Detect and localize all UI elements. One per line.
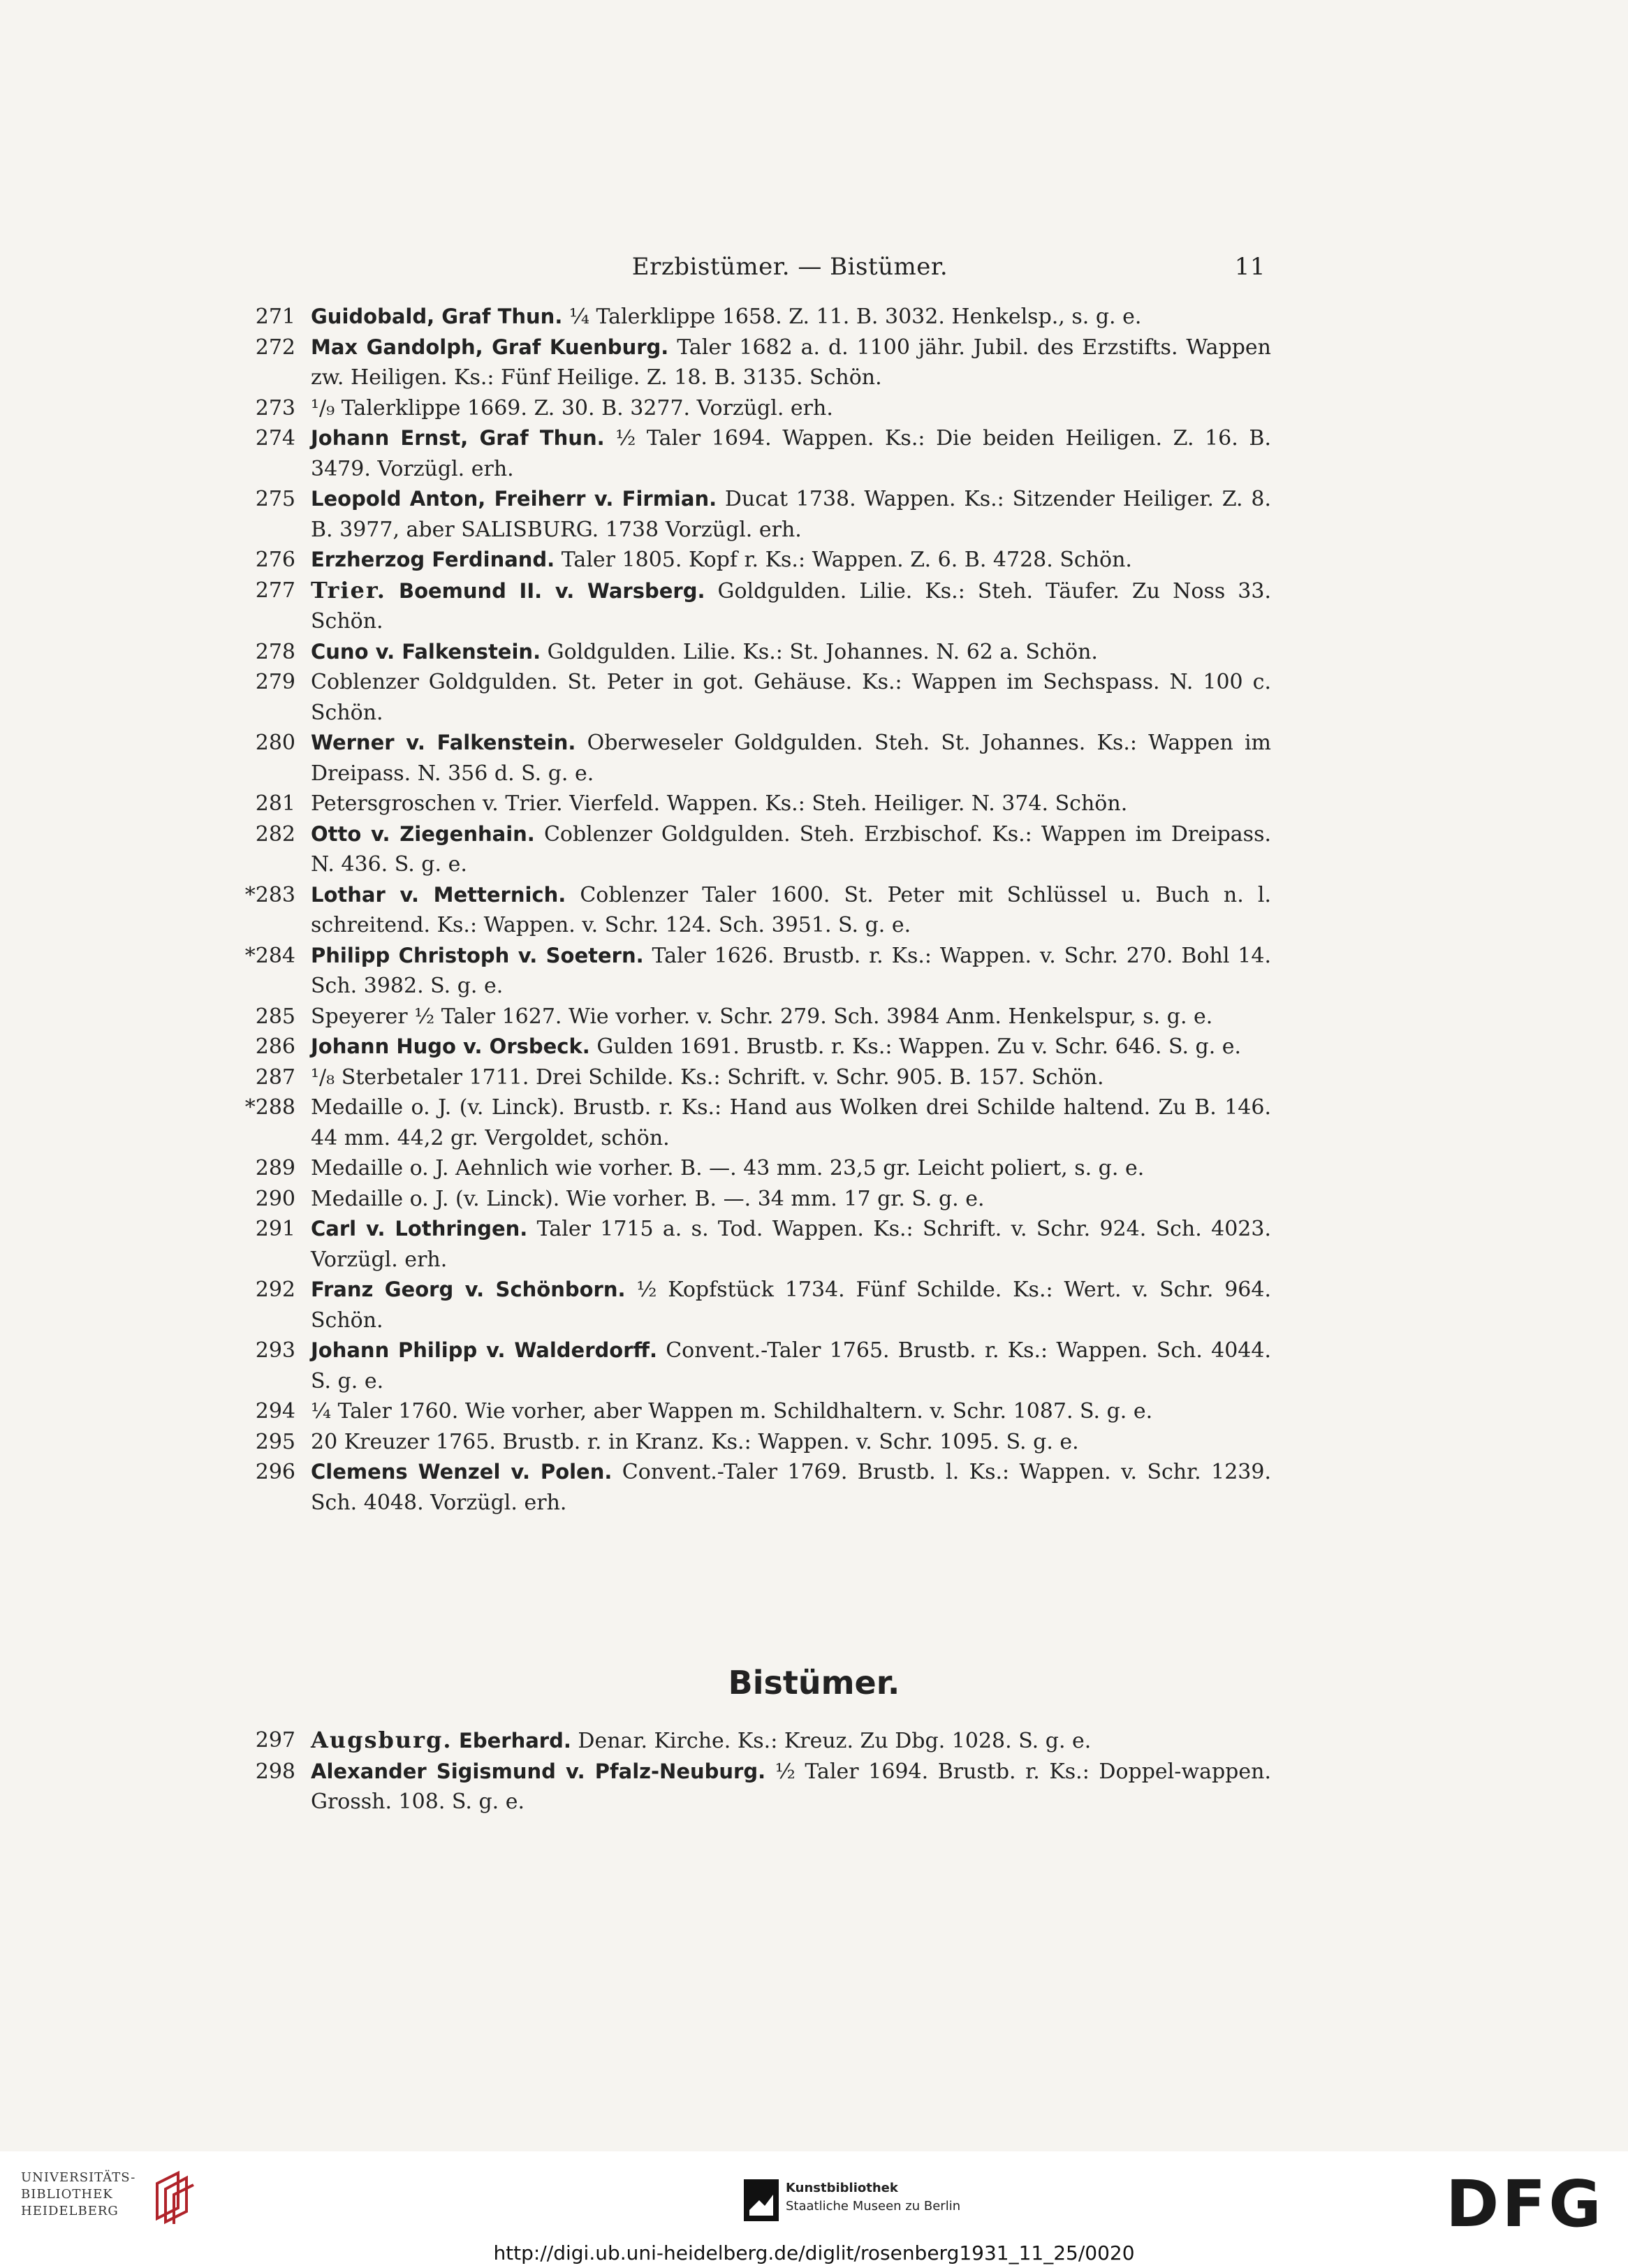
catalog-entry — [227, 1427, 1271, 1458]
lot-number: 293 — [255, 1338, 295, 1363]
catalog-entry — [227, 1184, 1271, 1215]
lot-number: 274 — [255, 426, 295, 451]
catalog-entry — [227, 941, 1271, 1002]
lot-text: Medaille o. J. Aehnlich wie vorher. B. —. 43 mm. 23,5 gr. Leicht poliert, s. g. e. — [311, 1156, 1145, 1180]
lot-ruler-name: Cuno v. Falkenstein. — [311, 639, 541, 664]
lot-ruler-name: Franz Georg v. Schönborn. — [311, 1278, 626, 1301]
catalog-entry — [227, 1275, 1271, 1336]
lot-number: *284 — [244, 943, 295, 968]
catalog-entry — [227, 1457, 1271, 1518]
lot-number: 290 — [255, 1186, 295, 1211]
lot-text: ½ Taler 1694. Wappen. Ks.: Die beiden Heiligen. Z. 16. B. 3479. Vorzügl. erh. — [311, 426, 1271, 481]
lot-description — [311, 1427, 1271, 1458]
lot-description — [311, 637, 1271, 668]
lot-number: 281 — [255, 791, 295, 816]
lot-description — [311, 1153, 1271, 1184]
lot-text: 20 Kreuzer 1765. Brustb. r. in Kranz. Ks.: Wappen. v. Schr. 1095. S. g. e. — [311, 1429, 1079, 1454]
lot-description — [311, 1396, 1271, 1427]
lot-ruler-name: Alexander Sigismund v. Pfalz-Neuburg. — [311, 1759, 766, 1783]
lot-text: Medaille o. J. (v. Linck). Wie vorher. B. —. 34 mm. 17 gr. S. g. e. — [311, 1186, 985, 1211]
lot-city: Augsburg. — [311, 1727, 453, 1753]
lot-ruler-name: Werner v. Falkenstein. — [311, 731, 576, 754]
permalink-url[interactable]: http://digi.ub.uni-heidelberg.de/diglit/rosenberg1931_11_25/0020 — [493, 2241, 1135, 2265]
catalog-entries — [227, 302, 1271, 1518]
catalog-entry — [227, 1214, 1271, 1275]
lot-text: Denar. Kirche. Ks.: Kreuz. Zu Dbg. 1028. S. g. e. — [571, 1729, 1092, 1753]
lot-text: Taler 1682 a. d. 1100 jähr. Jubil. des Erzstifts. Wappen zw. Heiligen. Ks.: Fünf Heilige. Z. 18. B. 3135. Schön. — [311, 335, 1271, 390]
lot-description — [311, 819, 1271, 880]
catalog-entry — [227, 1002, 1271, 1032]
lot-description — [311, 1092, 1271, 1153]
lot-description — [311, 1757, 1271, 1817]
lot-text: ¼ Taler 1760. Wie vorher, aber Wappen m. Schildhaltern. v. Schr. 1087. S. g. e. — [311, 1399, 1153, 1424]
lot-description — [311, 1184, 1271, 1215]
lot-number: 295 — [255, 1429, 295, 1454]
lot-description — [311, 1336, 1271, 1396]
page-number: 11 — [1234, 253, 1266, 281]
lot-number: 286 — [255, 1034, 295, 1059]
lot-ruler-name: Otto v. Ziegenhain. — [311, 821, 535, 846]
catalog-entry — [227, 1757, 1271, 1817]
lot-ruler-name: Max Gandolph, Graf Kuenburg. — [311, 335, 669, 359]
lot-text: Goldgulden. Lilie. Ks.: Steh. Täufer. Zu Noss 33. Schön. — [311, 578, 1271, 634]
lot-ruler-name: Lothar v. Metternich. — [311, 882, 566, 907]
lot-number: *288 — [244, 1095, 295, 1120]
lot-description — [311, 393, 1271, 424]
lot-description — [311, 941, 1271, 1002]
lot-text: Oberweseler Goldgulden. Steh. St. Johannes. Ks.: Wappen im Dreipass. N. 356 d. S. g. e. — [311, 731, 1272, 786]
catalog-entries-bistuemer — [227, 1725, 1271, 1817]
catalog-entry — [227, 667, 1271, 728]
kunstbibliothek-name: Kunstbibliothek — [786, 2181, 898, 2195]
catalog-entry — [227, 1725, 1271, 1757]
lot-description — [311, 667, 1271, 728]
running-title: Erzbistümer. — Bistümer. — [631, 253, 948, 281]
lot-text: Taler 1715 a. s. Tod. Wappen. Ks.: Schrift. v. Schr. 924. Sch. 4023. Vorzügl. erh. — [311, 1217, 1272, 1272]
footer-band — [0, 2151, 1628, 2239]
lot-text: Medaille o. J. (v. Linck). Brustb. r. Ks.: Hand aus Wolken drei Schilde haltend. Zu B. 146. 44 mm. 44,2 gr. Vergoldet, schön. — [311, 1095, 1271, 1150]
lot-number: 277 — [255, 578, 295, 603]
lot-ruler-name: Johann Philipp v. Walderdorff. — [311, 1338, 658, 1362]
lot-text: Taler 1805. Kopf r. Ks.: Wappen. Z. 6. B. 4728. Schön. — [555, 548, 1132, 572]
lot-ruler-name: Boemund II. v. Warsberg. — [398, 578, 705, 603]
catalog-entry — [227, 1062, 1271, 1093]
catalog-entry — [227, 484, 1271, 545]
lot-description — [311, 1032, 1271, 1062]
catalog-entry — [227, 1153, 1271, 1184]
catalog-entry — [227, 423, 1271, 484]
lot-number: 271 — [255, 305, 295, 329]
lot-ruler-name: Johann Hugo v. Orsbeck. — [311, 1034, 590, 1058]
running-head — [307, 253, 1273, 288]
catalog-entry — [227, 1396, 1271, 1427]
lot-ruler-name: Carl v. Lothringen. — [311, 1217, 528, 1241]
lot-number: 273 — [255, 395, 295, 420]
lot-ruler-name: Philipp Christoph v. Soetern. — [311, 943, 644, 967]
lot-number: 276 — [255, 548, 295, 572]
heidelberg-emblem-icon — [150, 2170, 199, 2225]
lot-text: ½ Taler 1694. Brustb. r. Ks.: Doppel-wappen. Grossh. 108. S. g. e. — [311, 1759, 1271, 1814]
lot-ruler-name: Eberhard. — [459, 1729, 571, 1753]
lot-ruler-name: Erzherzog Ferdinand. — [311, 548, 555, 571]
lot-text: Coblenzer Taler 1600. St. Peter mit Schlüssel u. Buch n. l. schreitend. Ks.: Wappen. v. Schr. 124. Sch. 3951. S. g. e. — [311, 882, 1271, 937]
lot-description — [311, 1062, 1271, 1093]
lot-number: 275 — [255, 487, 295, 511]
catalog-entry — [227, 302, 1271, 332]
lot-number: 297 — [255, 1728, 295, 1753]
lot-number: 278 — [255, 639, 295, 664]
lot-text: Ducat 1738. Wappen. Ks.: Sitzender Heiliger. Z. 8. B. 3977, aber SALISBURG. 1738 Vorzügl. erh. — [311, 487, 1271, 542]
kunstbibliothek-text — [786, 2179, 960, 2216]
lot-text: Goldgulden. Lilie. Ks.: St. Johannes. N. 62 a. Schön. — [541, 639, 1098, 664]
catalog-entry — [227, 819, 1271, 880]
kunstbibliothek-subtitle: Staatliche Museen zu Berlin — [786, 2199, 961, 2214]
catalog-entry — [227, 545, 1271, 576]
lot-ruler-name: Clemens Wenzel v. Polen. — [311, 1460, 613, 1484]
lot-number: 291 — [255, 1217, 295, 1241]
lot-text: ¹/₈ Sterbetaler 1711. Drei Schilde. Ks.: Schrift. v. Schr. 905. B. 157. Schön. — [311, 1065, 1104, 1090]
catalog-entry — [227, 1092, 1271, 1153]
catalog-entry — [227, 789, 1271, 819]
lot-text: Gulden 1691. Brustb. r. Ks.: Wappen. Zu v. Schr. 646. S. g. e. — [589, 1034, 1242, 1059]
catalog-entry — [227, 1336, 1271, 1396]
lot-description — [311, 423, 1271, 484]
lot-ruler-name: Leopold Anton, Freiherr v. Firmian. — [311, 487, 717, 511]
lot-description — [311, 880, 1271, 941]
dfg-logo[interactable]: DFG — [1446, 2167, 1604, 2241]
catalog-entry — [227, 637, 1271, 668]
lot-text: ¼ Talerklippe 1658. Z. 11. B. 3032. Henkelsp., s. g. e. — [562, 305, 1142, 329]
heidelberg-line-3: HEIDELBERG — [21, 2204, 119, 2218]
heidelberg-logo-text — [21, 2170, 135, 2220]
lot-description — [311, 332, 1271, 393]
lot-text: Speyerer ½ Taler 1627. Wie vorher. v. Schr. 279. Sch. 3984 Anm. Henkelspur, s. g. e. — [311, 1004, 1213, 1029]
lot-description — [311, 576, 1271, 637]
kunstbibliothek-logo[interactable] — [744, 2179, 1023, 2235]
lot-ruler-name: Johann Ernst, Graf Thun. — [311, 426, 605, 450]
lot-number: 285 — [255, 1004, 295, 1029]
lot-description — [311, 1275, 1271, 1336]
heidelberg-line-1: UNIVERSITÄTS- — [21, 2170, 136, 2185]
lot-number: 289 — [255, 1156, 295, 1180]
catalog-entry — [227, 332, 1271, 393]
lot-text: ¹/₉ Talerklippe 1669. Z. 30. B. 3277. Vorzügl. erh. — [311, 395, 833, 420]
lot-number: 272 — [255, 335, 295, 360]
lot-number: 296 — [255, 1460, 295, 1484]
lot-description — [311, 1214, 1271, 1275]
kunstbibliothek-emblem-icon — [744, 2179, 779, 2221]
lot-number: 292 — [255, 1278, 295, 1302]
catalog-entry — [227, 576, 1271, 637]
lot-text: ½ Kopfstück 1734. Fünf Schilde. Ks.: Wert. v. Schr. 964. Schön. — [311, 1278, 1271, 1333]
catalog-entry — [227, 393, 1271, 424]
section-heading: Bistümer. — [728, 1664, 900, 1702]
lot-number: 287 — [255, 1065, 295, 1090]
catalog-entry — [227, 728, 1271, 789]
lot-ruler-name: Guidobald, Graf Thun. — [311, 305, 563, 328]
heidelberg-line-2: BIBLIOTHEK — [21, 2187, 113, 2202]
lot-city: Trier. — [311, 576, 386, 603]
heidelberg-library-logo[interactable] — [21, 2170, 203, 2225]
catalog-entry — [227, 880, 1271, 941]
lot-number: 279 — [255, 670, 295, 694]
lot-number: 298 — [255, 1759, 295, 1784]
lot-text: Coblenzer Goldgulden. Steh. Erzbischof. Ks.: Wappen im Dreipass. N. 436. S. g. e. — [311, 821, 1272, 877]
lot-text: Petersgroschen v. Trier. Vierfeld. Wappen. Ks.: Steh. Heiliger. N. 374. Schön. — [311, 791, 1128, 816]
lot-number: 282 — [255, 821, 295, 847]
lot-description — [311, 1725, 1271, 1757]
lot-number: 294 — [255, 1399, 295, 1424]
lot-description — [311, 484, 1271, 545]
lot-number: *283 — [244, 882, 295, 907]
lot-description — [311, 789, 1271, 819]
lot-description — [311, 1457, 1271, 1518]
lot-description — [311, 302, 1271, 332]
lot-text: Taler 1626. Brustb. r. Ks.: Wappen. v. Schr. 270. Bohl 14. Sch. 3982. S. g. e. — [311, 943, 1272, 998]
lot-number: 280 — [255, 731, 295, 755]
lot-text: Coblenzer Goldgulden. St. Peter in got. Gehäuse. Ks.: Wappen im Sechspass. N. 100 c. Schön. — [311, 670, 1271, 725]
lot-text: Convent.-Taler 1769. Brustb. l. Ks.: Wappen. v. Schr. 1239. Sch. 4048. Vorzügl. erh. — [311, 1460, 1271, 1515]
lot-text: Convent.-Taler 1765. Brustb. r. Ks.: Wappen. Sch. 4044. S. g. e. — [311, 1338, 1271, 1393]
catalog-entry — [227, 1032, 1271, 1062]
lot-description — [311, 545, 1271, 576]
lot-description — [311, 1002, 1271, 1032]
lot-description — [311, 728, 1271, 789]
